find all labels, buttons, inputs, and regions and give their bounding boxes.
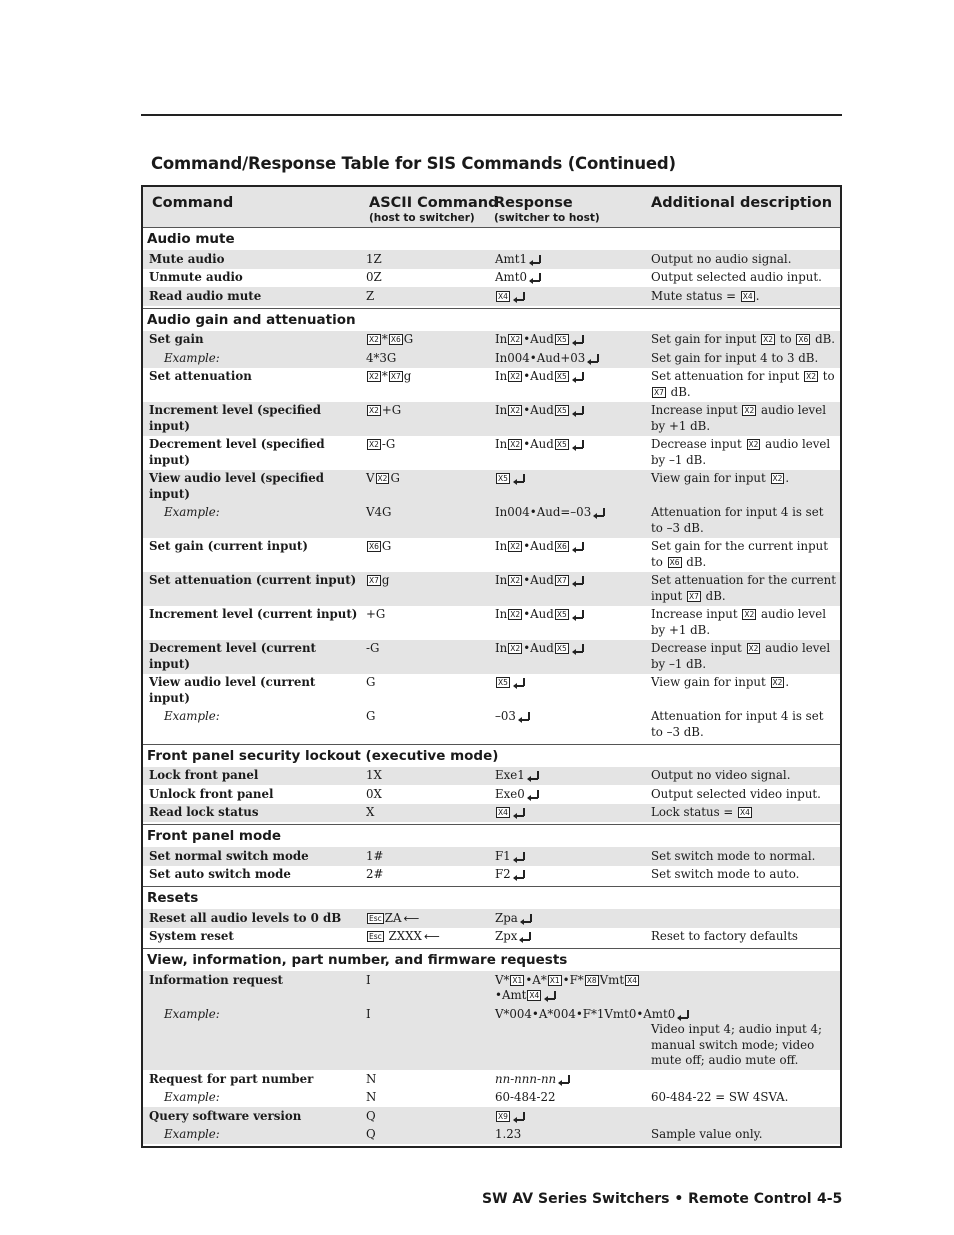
command-cell: Set normal switch mode xyxy=(149,848,309,863)
ascii-command-cell: 1Z xyxy=(366,251,382,266)
section-title: Audio mute xyxy=(147,231,235,247)
table-row xyxy=(143,909,840,928)
command-cell: Reset all audio levels to 0 dB xyxy=(149,910,342,925)
variable-box-icon: X5 xyxy=(498,678,508,687)
variable-box-icon: X7 xyxy=(689,591,699,601)
variable-box-icon: X2 xyxy=(510,610,521,619)
table-section xyxy=(143,886,840,948)
return-key-icon xyxy=(588,354,599,363)
ascii-command-cell: X2 -G xyxy=(369,437,396,451)
response-cell: In X2 •Aud X5 xyxy=(489,437,646,468)
description-cell: Attenuation for input 4 is set to –3 dB. xyxy=(651,505,824,535)
ascii-command-cell: X2 * X7 g xyxy=(369,369,412,383)
response-cell: In X2 •Aud X5 xyxy=(489,403,646,434)
ascii-command-cell: G xyxy=(366,675,376,689)
ascii-command-cell: Z xyxy=(366,288,375,303)
response-cell: In004•Aud=–03 xyxy=(489,505,646,536)
response-cell xyxy=(489,1109,646,1125)
response-cell: In004•Aud+03 xyxy=(489,351,646,367)
description-cell: Decrease input X2 audio level by –1 dB. xyxy=(651,437,831,467)
variable-box-icon: X2 xyxy=(510,644,521,653)
return-key-icon xyxy=(530,255,541,264)
variable-box-icon: X5 xyxy=(498,474,508,483)
response-cell: In X2 •Aud X5 xyxy=(489,369,646,400)
table-section xyxy=(143,948,840,1146)
variable-box-icon: Esc xyxy=(369,913,382,923)
table-row xyxy=(143,269,840,288)
description-cell: Output selected video input. xyxy=(651,786,821,801)
description-cell: Sample value only. xyxy=(651,1127,763,1141)
description-cell: View gain for input X2 . xyxy=(651,471,790,485)
ascii-command-cell: N xyxy=(366,1090,377,1104)
ascii-command-cell: I xyxy=(366,972,371,987)
table-row xyxy=(143,674,840,708)
ascii-command-cell: +G xyxy=(366,607,386,621)
table-row xyxy=(143,847,840,866)
return-key-icon xyxy=(573,335,584,344)
variable-box-icon: X4 xyxy=(498,808,508,817)
table-body xyxy=(143,228,840,1146)
return-key-icon xyxy=(573,644,584,653)
response-cell: 1.23 xyxy=(495,1127,522,1141)
ascii-command-cell: Q xyxy=(366,1108,376,1123)
table-row xyxy=(143,436,840,470)
variable-box-icon: X5 xyxy=(556,644,567,653)
ascii-command-cell: N xyxy=(366,1071,377,1086)
table-row xyxy=(143,331,840,350)
response-cell: 60-484-22 xyxy=(495,1090,556,1104)
return-key-icon xyxy=(573,576,584,585)
description-cell: View gain for input X2 . xyxy=(651,675,790,689)
ascii-command-cell: X2 * X6 G xyxy=(369,332,414,346)
variable-box-icon: X1 xyxy=(549,975,560,985)
left-arrow-icon: ⟵ xyxy=(423,930,440,943)
response-cell: In X2 •Aud X6 xyxy=(489,539,646,570)
variable-box-icon: X2 xyxy=(369,406,379,415)
table-section xyxy=(143,824,840,886)
description-cell: Set attenuation for input X2 to X7 dB. xyxy=(651,369,835,399)
return-key-icon xyxy=(514,1112,525,1121)
description-cell xyxy=(646,911,840,927)
return-key-icon xyxy=(559,1075,570,1084)
footer-title: SW AV Series Switchers • Remote Control xyxy=(482,1191,812,1207)
description-cell: Set attenuation for the current input X7 dB. xyxy=(651,573,836,603)
variable-box-icon: X4 xyxy=(740,808,750,817)
command-cell: Set gain (current input) xyxy=(149,539,308,553)
variable-box-icon: X7 xyxy=(654,387,664,397)
variable-box-icon: X1 xyxy=(512,975,523,985)
response-cell: V*004•A*004•F*1Vmt0•Amt0 xyxy=(489,1007,646,1069)
table-row xyxy=(143,785,840,804)
variable-box-icon: X5 xyxy=(556,335,567,344)
table-row xyxy=(143,928,840,947)
left-arrow-icon: ⟵ xyxy=(403,911,420,925)
description-cell: Set gain for input 4 to 3 dB. xyxy=(651,350,819,365)
table-section xyxy=(143,228,840,308)
response-cell: Exe0 xyxy=(489,787,646,803)
ascii-command-cell: -G xyxy=(366,641,380,655)
description-cell: Output selected audio input. xyxy=(651,270,822,284)
command-cell: Decrement level (current input) xyxy=(149,641,316,671)
table-row xyxy=(143,349,840,368)
description-cell: Reset to factory defaults xyxy=(651,929,798,943)
command-cell: Set attenuation xyxy=(149,369,252,383)
variable-box-icon: X2 xyxy=(510,335,521,344)
ascii-command-cell: V4G xyxy=(366,505,392,519)
variable-box-icon: X7 xyxy=(556,576,567,585)
response-cell: In X2 •Aud X5 xyxy=(489,332,646,348)
variable-box-icon: X2 xyxy=(772,474,783,483)
return-key-icon xyxy=(520,932,531,941)
page-number: 4-5 xyxy=(817,1191,843,1207)
table-section xyxy=(143,308,840,744)
ascii-command-cell: I xyxy=(366,1006,371,1021)
command-cell: System reset xyxy=(149,929,234,943)
table-row xyxy=(143,971,840,1005)
variable-box-icon: X8 xyxy=(586,975,597,985)
table-row xyxy=(143,368,840,402)
header-command: Command xyxy=(152,195,234,211)
command-cell: Request for part number xyxy=(149,1071,314,1086)
description-cell: Decrease input X2 audio level by –1 dB. xyxy=(651,641,831,671)
command-cell: Example: xyxy=(164,1006,220,1021)
section-title: Front panel mode xyxy=(147,828,282,844)
table-row xyxy=(143,1126,840,1145)
description-cell: Set gain for input X2 to X6 dB. xyxy=(651,332,836,346)
ascii-command-cell: G xyxy=(366,709,376,723)
response-cell: F1 xyxy=(489,849,646,865)
table-row xyxy=(143,606,840,640)
ascii-command-cell: 0X xyxy=(366,786,382,801)
variable-box-icon: X2 xyxy=(510,372,521,381)
response-cell: Amt1 xyxy=(489,252,646,268)
command-cell: Example: xyxy=(164,1090,220,1104)
command-cell: Increment level (specified input) xyxy=(149,403,322,433)
command-cell: Decrement level (specified input) xyxy=(149,437,325,467)
variable-box-icon: X2 xyxy=(369,440,379,449)
description-cell xyxy=(646,973,840,1004)
description-cell: Output no video signal. xyxy=(651,768,791,782)
command-cell: Example: xyxy=(164,709,220,723)
response-cell xyxy=(489,805,646,821)
table-row xyxy=(143,250,840,269)
response-cell xyxy=(489,471,646,502)
command-cell: Set auto switch mode xyxy=(149,867,291,881)
table-row xyxy=(143,640,840,674)
response-cell: In X2 •Aud X7 xyxy=(489,573,646,604)
description-cell: 60-484-22 = SW 4SVA. xyxy=(651,1090,789,1104)
ascii-command-cell: 2# xyxy=(366,867,384,881)
table-row xyxy=(143,804,840,823)
variable-box-icon: X4 xyxy=(742,291,753,301)
table-row xyxy=(143,1005,840,1070)
variable-box-icon: X5 xyxy=(556,440,567,449)
command-cell: Increment level (current input) xyxy=(149,607,358,621)
response-cell: Zpx xyxy=(489,929,646,945)
return-key-icon xyxy=(521,914,532,923)
variable-box-icon: X2 xyxy=(763,335,774,344)
command-cell: Example: xyxy=(164,350,220,365)
variable-box-icon: X6 xyxy=(556,542,567,551)
variable-box-icon: X5 xyxy=(556,372,567,381)
table-row xyxy=(143,1089,840,1108)
command-cell: Read lock status xyxy=(149,805,259,819)
description-cell: Set switch mode to normal. xyxy=(651,848,816,863)
variable-box-icon: X4 xyxy=(627,975,637,985)
response-cell xyxy=(489,675,646,706)
command-cell: Set attenuation (current input) xyxy=(149,573,357,587)
table-row xyxy=(143,402,840,436)
sis-command-table xyxy=(141,185,842,1148)
ascii-command-cell: Esc ZA ⟵ xyxy=(369,910,420,925)
variable-box-icon: X2 xyxy=(510,542,521,551)
description-cell: Attenuation for input 4 is set to –3 dB. xyxy=(651,709,824,739)
variable-box-icon: X2 xyxy=(806,372,817,381)
response-cell: –03 xyxy=(489,709,646,740)
return-key-icon xyxy=(514,852,525,861)
return-key-icon xyxy=(514,808,525,817)
return-key-icon xyxy=(528,771,539,780)
description-cell: Set switch mode to auto. xyxy=(651,867,800,881)
variable-box-icon: X4 xyxy=(498,291,508,301)
ascii-command-cell: 1# xyxy=(366,848,384,863)
variable-box-icon: X7 xyxy=(369,576,379,585)
variable-box-icon: X9 xyxy=(498,1111,508,1121)
ascii-command-cell: X xyxy=(366,805,375,819)
variable-box-icon: X2 xyxy=(510,440,521,449)
variable-box-icon: X4 xyxy=(529,991,540,1000)
return-key-icon xyxy=(594,508,605,517)
return-key-icon xyxy=(514,870,525,879)
command-cell: View audio level (current input) xyxy=(149,675,316,705)
response-cell: In X2 •Aud X5 xyxy=(489,607,646,638)
table-row xyxy=(143,572,840,606)
variable-box-icon: X2 xyxy=(510,576,521,585)
page-title: Command/Response Table for SIS Commands (Continued) xyxy=(151,154,676,173)
variable-box-icon: X2 xyxy=(748,644,759,653)
response-cell: nn-nnn-nn xyxy=(489,1072,646,1088)
table-row xyxy=(143,1070,840,1089)
response-cell: Exe1 xyxy=(489,768,646,784)
table-row xyxy=(143,504,840,538)
table-section xyxy=(143,744,840,825)
ascii-command-cell: X7 g xyxy=(369,573,390,587)
header-ascii: ASCII Command (host to switcher) xyxy=(369,195,499,224)
description-cell: Increase input X2 audio level by +1 dB. xyxy=(651,403,826,433)
return-key-icon xyxy=(573,372,584,381)
table-row xyxy=(143,538,840,572)
response-cell: F2 xyxy=(489,867,646,883)
section-title: View, information, part number, and firmware requests xyxy=(147,952,568,968)
command-cell: Example: xyxy=(164,505,220,519)
variable-box-icon: Esc xyxy=(369,932,382,941)
variable-box-icon: X2 xyxy=(744,610,755,619)
variable-box-icon: X6 xyxy=(369,542,379,551)
variable-box-icon: X6 xyxy=(798,335,809,344)
return-key-icon xyxy=(545,991,556,1000)
command-cell: Information request xyxy=(149,972,284,987)
command-cell: Query software version xyxy=(149,1108,302,1123)
section-title: Resets xyxy=(147,890,199,906)
variable-box-icon: X6 xyxy=(669,557,680,567)
variable-box-icon: X2 xyxy=(772,678,783,687)
command-cell: Unmute audio xyxy=(149,270,243,284)
command-cell: Read audio mute xyxy=(149,288,262,303)
description-cell: Mute status = X4 . xyxy=(651,288,760,303)
response-cell: Amt0 xyxy=(489,270,646,286)
ascii-command-cell: 1X xyxy=(366,768,382,782)
ascii-command-cell: Q xyxy=(366,1127,376,1141)
return-key-icon xyxy=(514,678,525,687)
return-key-icon xyxy=(678,1010,689,1019)
table-row xyxy=(143,767,840,786)
ascii-command-cell: 0Z xyxy=(366,270,382,284)
section-title: Audio gain and attenuation xyxy=(147,311,356,328)
variable-box-icon: X6 xyxy=(390,335,401,344)
response-cell: V* X1 •A* X1 •F* X8 Vmt X4•Amt X4 xyxy=(495,972,637,1002)
command-cell: Mute audio xyxy=(149,251,225,266)
return-key-icon xyxy=(573,406,584,415)
return-key-icon xyxy=(514,292,525,301)
table-row xyxy=(143,708,840,742)
ascii-command-cell: 4*3G xyxy=(366,350,397,365)
description-cell xyxy=(646,1109,840,1125)
description-cell: Lock status = X4 xyxy=(651,805,750,819)
variable-box-icon: X7 xyxy=(390,372,401,381)
variable-box-icon: X2 xyxy=(369,335,379,344)
ascii-command-cell: V X2 G xyxy=(366,471,400,485)
table-row xyxy=(143,866,840,885)
table-row xyxy=(143,470,840,504)
variable-box-icon: X5 xyxy=(556,610,567,619)
ascii-command-cell: X6 G xyxy=(369,539,392,553)
variable-box-icon: X5 xyxy=(556,406,567,415)
variable-box-icon: X2 xyxy=(510,406,521,415)
variable-box-icon: X2 xyxy=(744,406,755,415)
table-row xyxy=(143,1107,840,1126)
ascii-command-cell: Esc ZXXX ⟵ xyxy=(369,929,440,943)
response-cell: Zpa xyxy=(489,911,646,927)
return-key-icon xyxy=(573,542,584,551)
command-cell: Set gain xyxy=(149,332,204,346)
response-cell xyxy=(489,289,646,305)
return-key-icon xyxy=(573,610,584,619)
section-title: Front panel security lockout (executive mode) xyxy=(147,747,499,764)
variable-box-icon: X2 xyxy=(377,474,388,483)
top-rule xyxy=(141,114,842,116)
header-description: Additional description xyxy=(651,195,833,211)
command-cell: Unlock front panel xyxy=(149,786,274,801)
return-key-icon xyxy=(573,440,584,449)
return-key-icon xyxy=(528,790,539,799)
description-cell: Set gain for the current input to X6 dB. xyxy=(651,539,828,569)
description-cell xyxy=(646,1072,840,1088)
return-key-icon xyxy=(530,273,541,282)
table-header xyxy=(143,187,840,228)
command-cell: View audio level (specified input) xyxy=(149,471,325,501)
header-response: Response (switcher to host) xyxy=(494,195,600,224)
variable-box-icon: X2 xyxy=(369,372,379,381)
response-cell: In X2 •Aud X5 xyxy=(489,641,646,672)
ascii-command-cell: X2 +G xyxy=(369,403,402,417)
description-cell: Output no audio signal. xyxy=(651,251,792,266)
return-key-icon xyxy=(519,712,530,721)
table-row xyxy=(143,287,840,306)
description-cell: Video input 4; audio input 4; manual switch mode; video mute off; audio mute off. xyxy=(651,1022,823,1067)
description-cell: Increase input X2 audio level by +1 dB. xyxy=(651,607,826,637)
command-cell: Lock front panel xyxy=(149,768,259,782)
return-key-icon xyxy=(514,474,525,483)
command-cell: Example: xyxy=(164,1127,220,1141)
variable-box-icon: X2 xyxy=(748,440,759,449)
